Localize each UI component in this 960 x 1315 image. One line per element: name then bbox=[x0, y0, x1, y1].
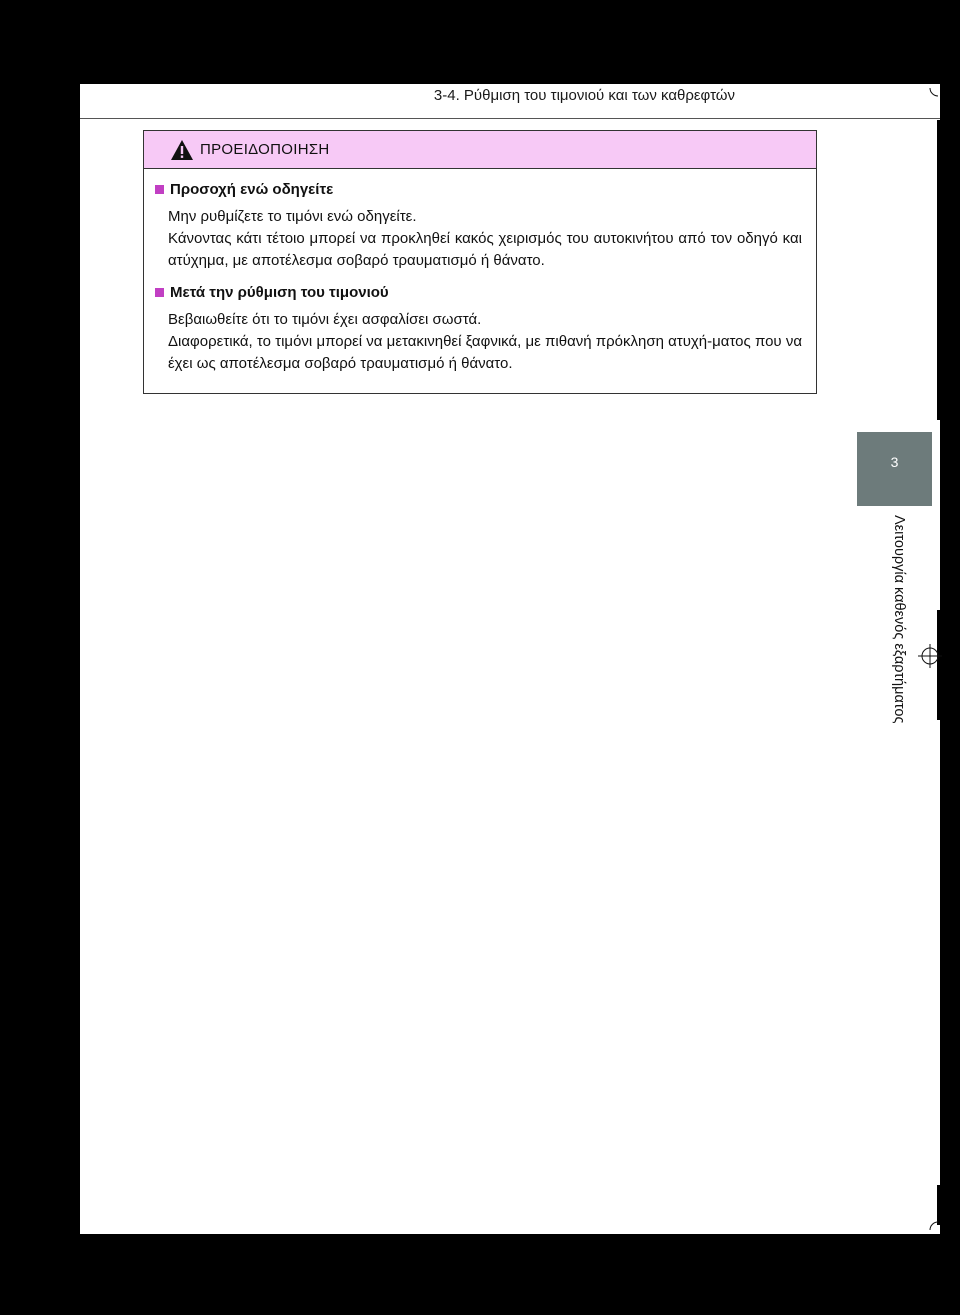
section-heading-text: Μετά την ρύθμιση του τιμονιού bbox=[170, 284, 389, 301]
header-divider bbox=[80, 118, 940, 119]
section-heading bbox=[155, 181, 802, 198]
warning-header bbox=[144, 131, 816, 169]
section-heading-text: Προσοχή ενώ οδηγείτε bbox=[170, 181, 334, 198]
warning-box bbox=[143, 130, 817, 394]
chapter-tab bbox=[857, 432, 932, 506]
square-bullet-icon bbox=[155, 185, 164, 194]
warning-triangle-icon bbox=[170, 139, 194, 161]
chapter-number: 3 bbox=[890, 454, 899, 470]
warning-section bbox=[155, 284, 802, 375]
warning-title: ΠΡΟΕΙΔΟΠΟΙΗΣΗ bbox=[200, 141, 330, 158]
section-heading bbox=[155, 284, 802, 301]
square-bullet-icon bbox=[155, 288, 164, 297]
registration-mark-icon bbox=[918, 644, 942, 668]
page-header-title: 3-4. Ρύθμιση του τιμονιού και των καθρεφτών bbox=[433, 87, 735, 104]
paragraph: Βεβαιωθείτε ότι το τιμόνι έχει ασφαλίσει σωστά. bbox=[168, 311, 482, 328]
paragraph: Κάνοντας κάτι τέτοιο μπορεί να προκληθεί κακός χειρισμός του αυτοκινήτου από τον οδηγό και ατύχημα, με αποτέλεσμα σοβαρό τραυματισμό ή θάνατο. bbox=[168, 230, 802, 269]
paragraph: Διαφορετικά, το τιμόνι μπορεί να μετακινηθεί ξαφνικά, με πιθανή πρόκληση ατυχή-ματος που να έχει ως αποτέλεσμα σοβαρό τραυματισμό ή θάνατο. bbox=[168, 333, 802, 372]
warning-body bbox=[144, 169, 816, 375]
chapter-label: Λειτουργία καθενός εξαρτήματος bbox=[891, 515, 907, 724]
registration-mark-icon bbox=[926, 76, 950, 100]
edge-bar bbox=[937, 120, 940, 420]
warning-section bbox=[155, 181, 802, 272]
manual-page bbox=[80, 84, 940, 1234]
registration-mark-icon bbox=[926, 1218, 950, 1242]
paragraph: Μην ρυθμίζετε το τιμόνι ενώ οδηγείτε. bbox=[168, 208, 417, 225]
